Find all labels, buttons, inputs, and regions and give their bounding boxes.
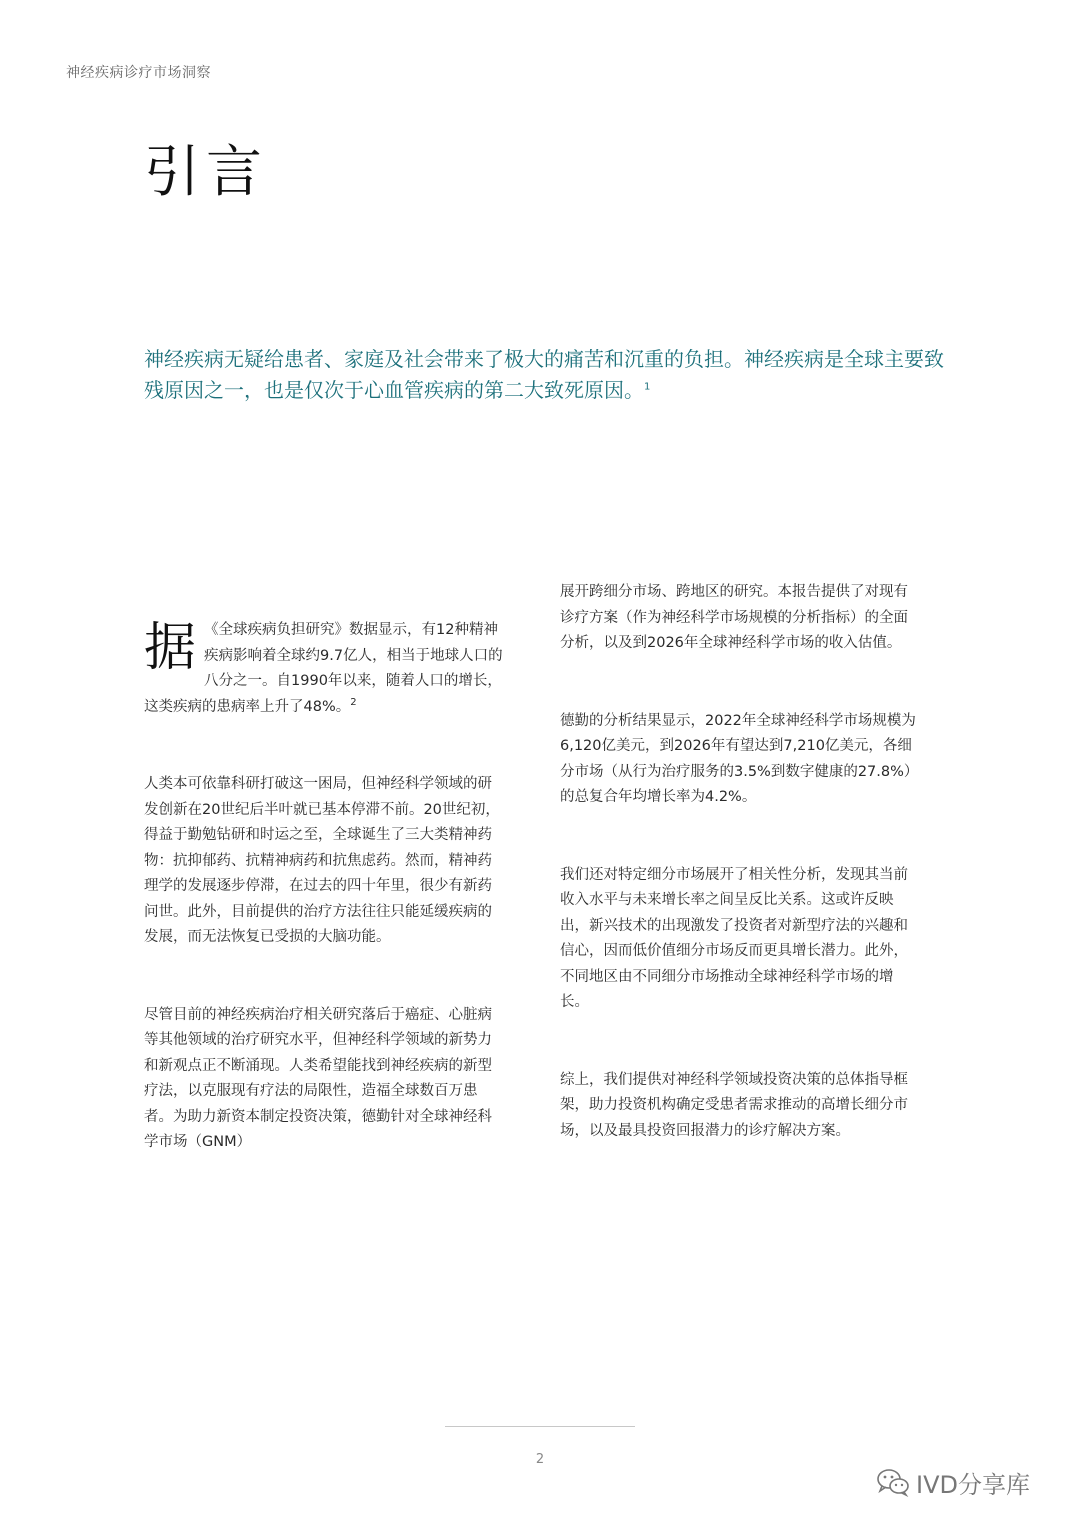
running-header: 神经疾病诊疗市场洞察 [66, 65, 211, 81]
lead-footnote: 1 [644, 381, 651, 393]
footer-divider [445, 1426, 635, 1427]
right-paragraph-2: 德勤的分析结果显示，2022年全球神经科学市场规模为6,120亿美元，到2026年有望达到7,210亿美元，各细分市场（从行为治疗服务的3.5%到数字健康的27.8%）的总复合年均增长率为4.2%。 [560, 712, 919, 805]
left-column [144, 598, 506, 1156]
lead-text: 神经疾病无疑给患者、家庭及社会带来了极大的痛苦和沉重的负担。神经疾病是全球主要致残原因之一，也是仅次于心血管疾病的第二大致死原因。 [144, 347, 944, 402]
wechat-icon [876, 1467, 910, 1497]
dropcap: 据 [144, 618, 197, 678]
left-paragraph-2: 人类本可依靠科研打破这一困局，但神经科学领域的研发创新在20世纪后半叶就已基本停滞不前。20世纪初，得益于勤勉钻研和时运之至，全球诞生了三大类精神药物：抗抑郁药、抗精神病药和抗焦虑药。然而，精神药理学的发展逐步停滞，在过去的四十年里，很少有新药问世。此外，目前提供的治疗方法往往只能延缓疾病的发展，而无法恢复已受损的大脑功能。 [144, 776, 500, 945]
page-title: 引言 [144, 140, 268, 205]
right-paragraph-3: 我们还对特定细分市场展开了相关性分析，发现其当前收入水平与未来增长率之间呈反比关系。这或许反映出，新兴技术的出现激发了投资者对新型疗法的兴趣和信心，因而低价值细分市场反而更具增长潜力。此外，不同地区由不同细分市场推动全球神经科学市场的增长。 [560, 866, 908, 1010]
watermark-text: IVD分享库 [916, 1470, 1030, 1499]
page-number: 2 [535, 1452, 545, 1467]
watermark [876, 1462, 1030, 1502]
right-column [560, 580, 922, 1144]
left-p1-footnote: 2 [350, 696, 357, 708]
right-paragraph-4: 综上，我们提供对神经科学领域投资决策的总体指导框架，助力投资机构确定受患者需求推动的高增长细分市场，以及最具投资回报潜力的诊疗解决方案。 [560, 1071, 908, 1139]
lead-paragraph [144, 344, 944, 406]
right-paragraph-1: 展开跨细分市场、跨地区的研究。本报告提供了对现有诊疗方案（作为神经科学市场规模的分析指标）的全面分析，以及到2026年全球神经科学市场的收入估值。 [560, 584, 908, 651]
left-p1-text: 《全球疾病负担研究》数据显示，有12种精神疾病影响着全球约9.7亿人，相当于地球人口的八分之一。自1990年以来，随着人口的增长，这类疾病的患病率上升了48%。 [144, 622, 503, 715]
left-paragraph-1 [144, 598, 506, 720]
left-paragraph-3: 尽管目前的神经疾病治疗相关研究落后于癌症、心脏病等其他领域的治疗研究水平，但神经科学领域的新势力和新观点正不断涌现。人类希望能找到神经疾病的新型疗法，以克服现有疗法的局限性，造福全球数百万患者。为助力新资本制定投资决策，德勤针对全球神经科学市场（GNM） [144, 1006, 492, 1150]
